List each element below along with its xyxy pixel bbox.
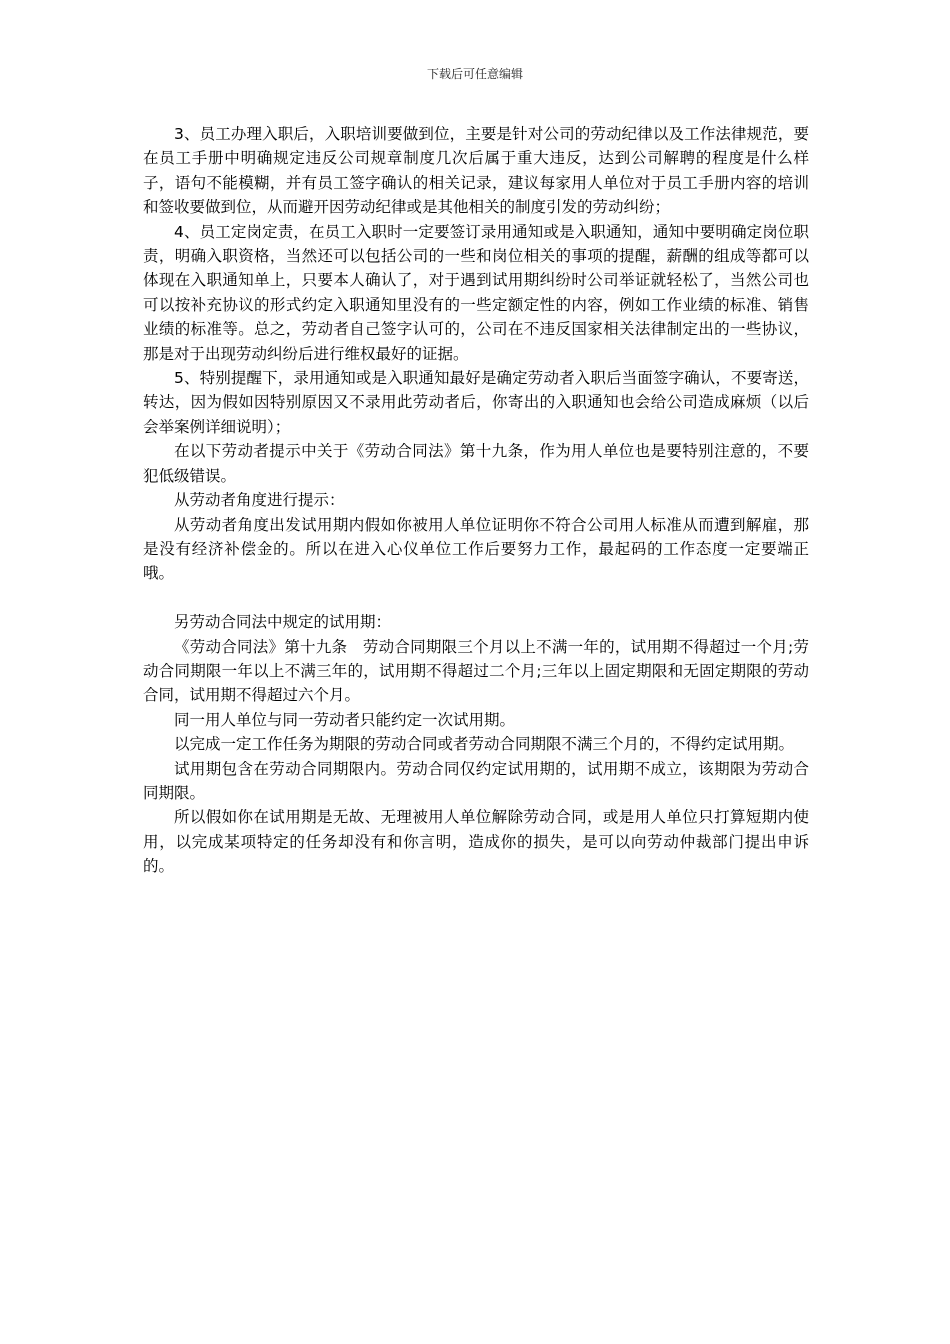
section-heading-probation: 另劳动合同法中规定的试用期： bbox=[174, 613, 392, 632]
paragraph-once-only: 同一用人单位与同一劳动者只能约定一次试用期。 bbox=[174, 710, 516, 729]
paragraph-item-4: 4、员工定岗定责，在员工入职时一定要签订录用通知或是入职通知，通知中要明确定岗位职责，明确入职资格，当然还可以包括公司的一些和岗位相关的事项的提醒，薪酬的组成等都可以体现在入职通知单上，只要本人确认了，对于遇到试用期纠纷时公司举证就轻松了，当然公司也可以按补充协议的形式约定入职通知里没有的一些定额定性的内容，例如工作业绩的标准、销售业绩的标准等。总之，劳动者自己签字认可的，公司在不违反国家相关法律制定出的一些协议，那是对于出现劳动纠纷后进行维权最好的证据。 bbox=[143, 222, 809, 363]
section-heading-worker-tips: 从劳动者角度进行提示： bbox=[174, 491, 345, 510]
document-body bbox=[143, 122, 809, 879]
paragraph-item-3: 3、员工办理入职后，入职培训要做到位，主要是针对公司的劳动纪律以及工作法律规范，要在员工手册中明确规定违反公司规章制度几次后属于重大违反，达到公司解聘的程度是什么样子，语句不能模糊，并有员工签字确认的相关记录，建议每家用人单位对于员工手册内容的培训和签收要做到位，从而避开因劳动纪律或是其他相关的制度引发的劳动纠纷； bbox=[143, 125, 809, 217]
paragraph-probation-included: 试用期包含在劳动合同期限内。劳动合同仅约定试用期的，试用期不成立，该期限为劳动合同期限。 bbox=[143, 759, 809, 802]
paragraph-item-5: 5、特别提醒下，录用通知或是入职通知最好是确定劳动者入职后当面签字确认，不要寄送，转达，因为假如因特别原因又不录用此劳动者后，你寄出的入职通知也会给公司造成麻烦（以后会举案例详细说明）； bbox=[143, 369, 809, 436]
blank-line bbox=[143, 586, 809, 610]
paragraph-no-probation: 以完成一定工作任务为期限的劳动合同或者劳动合同期限不满三个月的，不得约定试用期。 bbox=[174, 735, 795, 754]
paragraph-conclusion: 所以假如你在试用期是无故、无理被用人单位解除劳动合同，或是用人单位只打算短期内使用，以完成某项特定的任务却没有和你言明，造成你的损失，是可以向劳动仲裁部门提出申诉的。 bbox=[143, 808, 809, 876]
paragraph-article-19: 《劳动合同法》第十九条 劳动合同期限三个月以上不满一年的，试用期不得超过一个月;劳动合同期限一年以上不满三年的，试用期不得超过二个月;三年以上固定期限和无固定期限的劳动合同，试用期不得超过六个月。 bbox=[143, 637, 809, 705]
paragraph-worker-tips: 从劳动者角度出发试用期内假如你被用人单位证明你不符合公司用人标准从而遭到解雇，那是没有经济补偿金的。所以在进入心仪单位工作后要努力工作，最起码的工作态度一定要端正哦。 bbox=[143, 515, 809, 583]
page-header: 下载后可任意编辑 bbox=[426, 67, 523, 81]
paragraph-note-article-19: 在以下劳动者提示中关于《劳动合同法》第十九条，作为用人单位也是要特别注意的，不要犯低级错误。 bbox=[143, 442, 809, 485]
